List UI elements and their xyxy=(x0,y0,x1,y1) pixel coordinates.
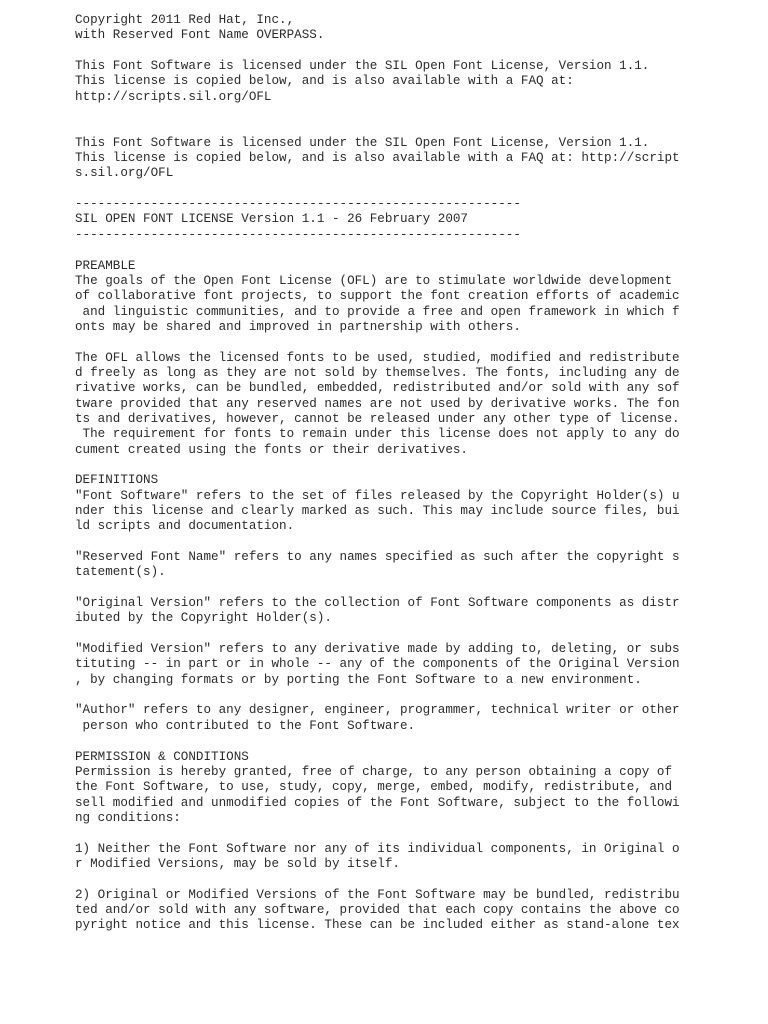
definition-text-line: , by changing formats or by porting the Font Software to a new environment. xyxy=(75,672,642,687)
definition-text-line: "Original Version" refers to the collection of Font Software components as distr xyxy=(75,596,680,611)
blank-line xyxy=(75,872,675,887)
preamble-text-line: The OFL allows the licensed fonts to be used, studied, modified and redistribute xyxy=(75,350,680,365)
section-heading-definitions: DEFINITIONS xyxy=(75,473,159,488)
definition-text-line: "Modified Version" refers to any derivative made by adding to, deleting, or subs xyxy=(75,642,680,657)
definition-text-line: "Author" refers to any designer, engineer, programmer, technical writer or other xyxy=(75,703,680,718)
blank-line xyxy=(75,44,675,59)
preamble-text-line: d freely as long as they are not sold by themselves. The fonts, including any de xyxy=(75,365,680,380)
divider-line: ----------------------------------------------------------- xyxy=(75,227,521,242)
definition-text-line: ibuted by the Copyright Holder(s). xyxy=(75,611,332,626)
copyright-line: Copyright 2011 Red Hat, Inc., xyxy=(75,13,295,27)
definition-text-line: nder this license and clearly marked as such. This may include source files, bui xyxy=(75,504,680,518)
divider-line: ----------------------------------------------------------- xyxy=(75,197,521,212)
permission-text-line: the Font Software, to use, study, copy, merge, embed, modify, redistribute, and xyxy=(75,780,673,795)
section-heading-preamble: PREAMBLE xyxy=(75,258,136,273)
license-notice-line: This license is copied below, and is also available with a FAQ at: xyxy=(75,74,574,89)
preamble-text-line: The requirement for fonts to remain under this license does not apply to any do xyxy=(75,427,680,442)
condition-text-line: 2) Original or Modified Versions of the Font Software may be bundled, redistribu xyxy=(75,887,680,902)
blank-line xyxy=(75,243,675,258)
definition-text-line: "Font Software" refers to the set of files released by the Copyright Holder(s) u xyxy=(75,488,680,503)
preamble-text-line: rivative works, can be bundled, embedded, redistributed and/or sold with any sof xyxy=(75,381,680,396)
preamble-text-line: onts may be shared and improved in partnership with others. xyxy=(75,319,521,334)
license-notice-line: s.sil.org/OFL xyxy=(75,166,174,181)
preamble-text-line: ts and derivatives, however, cannot be released under any other type of license. xyxy=(75,411,680,426)
preamble-text-line: The goals of the Open Font License (OFL) are to stimulate worldwide development xyxy=(75,273,673,288)
preamble-text-line: and linguistic communities, and to provide a free and open framework in which f xyxy=(75,304,680,319)
blank-line xyxy=(75,182,675,197)
blank-line xyxy=(75,688,675,703)
blank-line xyxy=(75,105,675,120)
permission-text-line: Permission is hereby granted, free of charge, to any person obtaining a copy of xyxy=(75,764,673,779)
condition-text-line: 1) Neither the Font Software nor any of its individual components, in Original o xyxy=(75,841,680,856)
blank-line xyxy=(75,458,675,473)
blank-line xyxy=(75,335,675,350)
definition-text-line: ld scripts and documentation. xyxy=(75,519,295,534)
blank-line xyxy=(75,535,675,550)
blank-line xyxy=(75,627,675,642)
ofl-url-line: http://scripts.sil.org/OFL xyxy=(75,89,272,104)
blank-line xyxy=(75,581,675,596)
blank-line xyxy=(75,120,675,135)
license-document xyxy=(75,13,680,934)
condition-text-line: ted and/or sold with any software, provided that each copy contains the above co xyxy=(75,902,680,917)
definition-text-line: person who contributed to the Font Software. xyxy=(75,718,416,733)
condition-text-line: r Modified Versions, may be sold by itself. xyxy=(75,856,400,871)
condition-text-line: pyright notice and this license. These can be included either as stand-alone tex xyxy=(75,918,680,933)
preamble-text-line: tware provided that any reserved names are not used by derivative works. The fon xyxy=(75,396,680,411)
definition-text-line: "Reserved Font Name" refers to any names specified as such after the copyright s xyxy=(75,550,680,565)
license-title: SIL OPEN FONT LICENSE Version 1.1 - 26 February 2007 xyxy=(75,212,468,227)
preamble-text-line: cument created using the fonts or their derivatives. xyxy=(75,442,468,457)
preamble-text-line: of collaborative font projects, to support the font creation efforts of academic xyxy=(75,289,680,304)
license-notice-line: This Font Software is licensed under the SIL Open Font License, Version 1.1. xyxy=(75,135,650,150)
permission-text-line: sell modified and unmodified copies of the Font Software, subject to the followi xyxy=(75,795,680,810)
blank-line xyxy=(75,826,675,841)
reserved-name-line: with Reserved Font Name OVERPASS. xyxy=(75,28,325,43)
license-notice-line: This license is copied below, and is also available with a FAQ at: http://script xyxy=(75,151,680,166)
definition-text-line: tituting -- in part or in whole -- any of the components of the Original Version xyxy=(75,657,680,672)
blank-line xyxy=(75,734,675,749)
section-heading-permission: PERMISSION & CONDITIONS xyxy=(75,749,249,764)
definition-text-line: tatement(s). xyxy=(75,565,166,580)
license-notice-line: This Font Software is licensed under the SIL Open Font License, Version 1.1. xyxy=(75,59,650,74)
permission-text-line: ng conditions: xyxy=(75,810,181,825)
